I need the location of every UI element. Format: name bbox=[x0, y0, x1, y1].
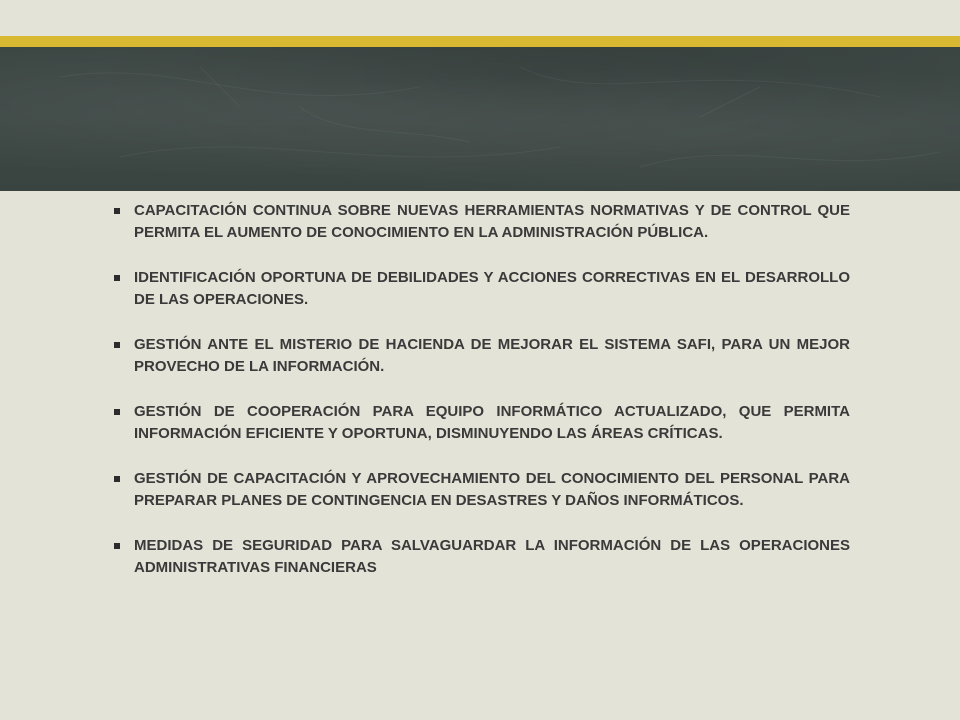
bullet-text: MEDIDAS DE SEGURIDAD PARA SALVAGUARDAR LA INFORMACIÓN DE LAS OPERACIONES ADMINISTRATIVAS FINANCIERAS bbox=[134, 537, 850, 576]
list-item bbox=[112, 535, 850, 579]
square-bullet-icon bbox=[114, 543, 120, 549]
bullet-text: GESTIÓN DE CAPACITACIÓN Y APROVECHAMIENTO DEL CONOCIMIENTO DEL PERSONAL PARA PREPARAR PLANES DE CONTINGENCIA EN DESASTRES Y DAÑOS INFORMÁTICOS. bbox=[134, 470, 850, 509]
slide-content bbox=[112, 200, 850, 602]
square-bullet-icon bbox=[114, 409, 120, 415]
list-item bbox=[112, 267, 850, 311]
square-bullet-icon bbox=[114, 476, 120, 482]
list-item bbox=[112, 200, 850, 244]
square-bullet-icon bbox=[114, 275, 120, 281]
bullet-text: GESTIÓN DE COOPERACIÓN PARA EQUIPO INFORMÁTICO ACTUALIZADO, QUE PERMITA INFORMACIÓN EFICIENTE Y OPORTUNA, DISMINUYENDO LAS ÁREAS CRÍTICAS. bbox=[134, 403, 850, 442]
bullet-text: GESTIÓN ANTE EL MISTERIO DE HACIENDA DE MEJORAR EL SISTEMA SAFI, PARA UN MEJOR PROVECHO DE LA INFORMACIÓN. bbox=[134, 336, 850, 375]
list-item bbox=[112, 468, 850, 512]
bullet-list bbox=[112, 200, 850, 579]
accent-bar bbox=[0, 36, 960, 47]
chalk-texture bbox=[0, 47, 960, 191]
square-bullet-icon bbox=[114, 342, 120, 348]
list-item bbox=[112, 334, 850, 378]
bullet-text: CAPACITACIÓN CONTINUA SOBRE NUEVAS HERRAMIENTAS NORMATIVAS Y DE CONTROL QUE PERMITA EL AUMENTO DE CONOCIMIENTO EN LA ADMINISTRACIÓN PÚBLICA. bbox=[134, 202, 850, 241]
chalkboard-header bbox=[0, 47, 960, 191]
top-margin-strip bbox=[0, 0, 960, 36]
square-bullet-icon bbox=[114, 208, 120, 214]
list-item bbox=[112, 401, 850, 445]
bullet-text: IDENTIFICACIÓN OPORTUNA DE DEBILIDADES Y ACCIONES CORRECTIVAS EN EL DESARROLLO DE LAS OPERACIONES. bbox=[134, 269, 850, 308]
